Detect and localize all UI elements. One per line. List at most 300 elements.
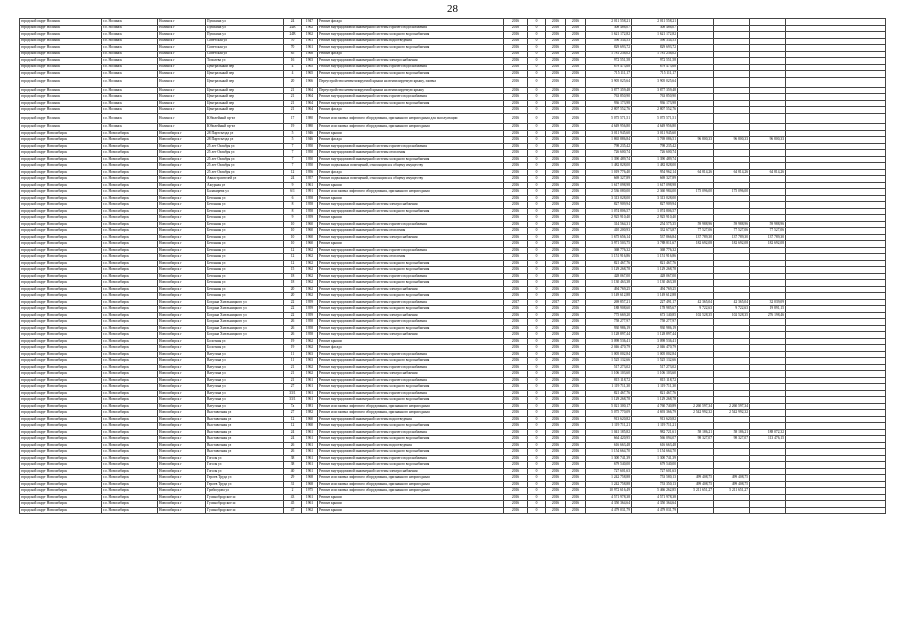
- table-cell: 2016: [504, 247, 528, 254]
- table-cell: 1946: [302, 130, 318, 137]
- table-cell: 679 540,00: [632, 462, 678, 469]
- table-cell: г.о. Новосибирск: [102, 410, 158, 417]
- table-cell: 936 173,98: [586, 100, 632, 107]
- table-cell: Новосибирск г: [158, 221, 206, 228]
- table-cell: Гоголя ул: [206, 462, 284, 469]
- table-cell: 2016: [546, 87, 566, 94]
- table-cell: 2016: [566, 195, 586, 202]
- table-cell: 428 067,00: [632, 273, 678, 280]
- table-cell: Ремонт или замена лифтового оборудования, признанного непригодным: [318, 488, 504, 495]
- table-cell: 42 365,04: [678, 299, 714, 306]
- table-cell: 308 486,07: [632, 25, 678, 32]
- table-cell: 21: [284, 107, 302, 114]
- table-cell: 3 788 811,67: [632, 241, 678, 248]
- table-cell: городской округ Новосибирск: [20, 332, 102, 339]
- table-cell: 2016: [504, 77, 528, 87]
- table-cell: Новосибирск г: [158, 260, 206, 267]
- table-cell: 2016: [546, 312, 566, 319]
- table-cell: Новосибирск г: [158, 286, 206, 293]
- table-cell: 2016: [566, 208, 586, 215]
- table-cell: городской округ Новосибирск: [20, 221, 102, 228]
- table-cell: 188 908,60: [586, 306, 632, 313]
- table-cell: Новосибирск г: [158, 345, 206, 352]
- table-cell: 3 905 025,64: [632, 77, 678, 87]
- table-cell: 1959: [302, 306, 318, 313]
- table-cell: 596 334,53: [586, 38, 632, 45]
- table-cell: 0: [528, 64, 546, 71]
- table-cell: [714, 113, 750, 123]
- table-cell: г.о. Новосибирск: [102, 143, 158, 150]
- table-cell: 9: [284, 215, 302, 222]
- table-cell: 2017: [504, 299, 528, 306]
- table-cell: городской округ Новосибирск: [20, 306, 102, 313]
- table-cell: 314 564,31: [586, 221, 632, 228]
- table-cell: 2016: [546, 94, 566, 101]
- table-cell: городской округ Новосибирск: [20, 449, 102, 456]
- table-cell: городской округ Нолинск: [20, 71, 102, 78]
- table-cell: Ремонт внутридомовой инженерной системы водоотведения: [318, 416, 504, 423]
- table-cell: 1 130 463,38: [632, 280, 678, 287]
- table-cell: Переустройство невентилируемой крыши на вентилируемую крышу: [318, 87, 504, 94]
- table-cell: 4 350 364,64: [586, 501, 632, 508]
- table-cell: 2016: [504, 202, 528, 209]
- table-cell: 1 781 236,02: [586, 51, 632, 58]
- table-cell: 4 649 956,80: [632, 124, 678, 131]
- table-cell: 0: [528, 390, 546, 397]
- table-cell: 1 781 236,02: [632, 51, 678, 58]
- table-cell: 1960: [302, 241, 318, 248]
- table-cell: 2016: [546, 351, 566, 358]
- table-cell: Ажурная ул: [206, 182, 284, 189]
- table-cell: городской округ Новосибирск: [20, 137, 102, 144]
- table-cell: 24: [284, 176, 302, 183]
- table-cell: 2016: [546, 403, 566, 410]
- table-cell: 0: [528, 345, 546, 352]
- table-cell: 2 011 558,21: [632, 19, 678, 26]
- table-cell: 2016: [546, 468, 566, 475]
- table-cell: городской округ Новосибирск: [20, 501, 102, 508]
- table-cell: 0: [528, 397, 546, 404]
- table-cell: г.о. Новосибирск: [102, 377, 158, 384]
- table-cell: Ремонт крыши: [318, 507, 504, 514]
- table-cell: 2016: [546, 273, 566, 280]
- table-cell: 10: [284, 221, 302, 228]
- table-cell: 2016: [546, 436, 566, 443]
- table-cell: г.о. Новосибирск: [102, 449, 158, 456]
- table-cell: 1 005 002,84: [586, 351, 632, 358]
- table-cell: 2016: [546, 364, 566, 371]
- table-cell: Ремонт внутридомовой инженерной системы холодного водоснабжения: [318, 280, 504, 287]
- table-cell: 2016: [546, 77, 566, 87]
- table-cell: 77 527,06: [750, 228, 786, 235]
- table-cell: 0: [528, 71, 546, 78]
- table-cell: Советская ул: [206, 45, 284, 52]
- table-cell: Ремонт внутридомовой инженерной системы электроснабжения: [318, 312, 504, 319]
- table-row: [20, 77, 886, 87]
- table-cell: 4 479 031,79: [586, 507, 632, 514]
- table-cell: 1962: [302, 286, 318, 293]
- table-cell: 827 909,94: [586, 202, 632, 209]
- table-cell: 2016: [504, 113, 528, 123]
- table-cell: Ватутина ул: [206, 397, 284, 404]
- table-cell: 11: [284, 358, 302, 365]
- table-cell: городской округ Новосибирск: [20, 429, 102, 436]
- table-cell: 25 лет Октября ул: [206, 169, 284, 176]
- table-cell: 2016: [566, 507, 586, 514]
- table-cell: 2016: [566, 501, 586, 508]
- table-cell: 2016: [566, 455, 586, 462]
- table-cell: г.о. Новосибирск: [102, 228, 158, 235]
- table-cell: 0: [528, 286, 546, 293]
- table-cell: 2016: [546, 260, 566, 267]
- table-cell: Новосибирск г: [158, 501, 206, 508]
- table-cell: Выставочная ул: [206, 410, 284, 417]
- table-cell: г.о. Новосибирск: [102, 176, 158, 183]
- table-cell: Новосибирск г: [158, 455, 206, 462]
- table-cell: Бетонная ул: [206, 241, 284, 248]
- table-cell: Центральный пер: [206, 100, 284, 107]
- table-cell: 1 865 886,84: [586, 137, 632, 144]
- table-cell: 332 673,87: [632, 228, 678, 235]
- table-cell: 26: [284, 319, 302, 326]
- table-cell: 254 575,35: [632, 221, 678, 228]
- table-cell: 1962: [302, 25, 318, 32]
- table-cell: г.о. Нолинск: [102, 51, 158, 58]
- table-cell: 1961: [302, 436, 318, 443]
- table-cell: Новосибирск г: [158, 267, 206, 274]
- table-cell: Гусинобродское ш: [206, 507, 284, 514]
- table-cell: Гусинобродское ш: [206, 494, 284, 501]
- table-cell: 1 390 489,74: [586, 156, 632, 163]
- table-cell: г.о. Новосибирск: [102, 137, 158, 144]
- table-cell: Новосибирск г: [158, 143, 206, 150]
- table-cell: 10: [284, 241, 302, 248]
- table-cell: 669 327,89: [586, 176, 632, 183]
- table-cell: Новосибирск г: [158, 481, 206, 488]
- table-cell: 70: [284, 38, 302, 45]
- table-cell: 2 542 992,32: [714, 410, 750, 417]
- table-cell: городской округ Нолинск: [20, 58, 102, 65]
- table-cell: 1962: [302, 260, 318, 267]
- table-cell: г.о. Новосибирск: [102, 345, 158, 352]
- table-cell: Пушкина ул: [206, 25, 284, 32]
- table-cell: городской округ Новосибирск: [20, 325, 102, 332]
- table-cell: г.о. Новосибирск: [102, 130, 158, 137]
- table-cell: 2016: [504, 501, 528, 508]
- table-body: [20, 19, 886, 514]
- table-cell: 2016: [546, 306, 566, 313]
- table-cell: Ремонт внутридомовой инженерной системы горячего водоснабжения: [318, 351, 504, 358]
- table-cell: 2016: [566, 384, 586, 391]
- table-cell: Ремонт внутридомовой инженерной системы холодного водоснабжения: [318, 208, 504, 215]
- table-cell: 2016: [566, 338, 586, 345]
- table-cell: 102 528,35: [678, 312, 714, 319]
- table-cell: 98 327,07: [678, 436, 714, 443]
- table-cell: 2016: [566, 130, 586, 137]
- table-row: [20, 113, 886, 123]
- table-cell: 42 365,04: [714, 299, 750, 306]
- table-cell: Нолинск г: [158, 32, 206, 39]
- table-cell: 2016: [566, 228, 586, 235]
- table-cell: 0: [528, 87, 546, 94]
- table-cell: 2016: [566, 442, 586, 449]
- table-cell: 669 327,89: [632, 176, 678, 183]
- table-cell: 715 111,17: [632, 71, 678, 78]
- table-cell: Нолинск г: [158, 113, 206, 123]
- table-cell: 2 536 080,00: [586, 189, 632, 196]
- table-cell: Ремонт внутридомовой инженерной системы горячего водоснабжения: [318, 390, 504, 397]
- table-cell: 2016: [566, 51, 586, 58]
- table-cell: 368 776,32: [632, 247, 678, 254]
- table-cell: 1 119 711,21: [632, 423, 678, 430]
- table-cell: 0: [528, 338, 546, 345]
- table-cell: 821 467,76: [632, 260, 678, 267]
- table-cell: 2016: [504, 332, 528, 339]
- table-cell: 1956: [302, 169, 318, 176]
- table-cell: 2016: [504, 442, 528, 449]
- table-cell: 6: [284, 195, 302, 202]
- table-cell: 2016: [566, 286, 586, 293]
- table-cell: г.о. Новосибирск: [102, 488, 158, 495]
- table-cell: Новосибирск г: [158, 156, 206, 163]
- table-cell: г.о. Новосибирск: [102, 481, 158, 488]
- table-cell: г.о. Новосибирск: [102, 293, 158, 300]
- table-cell: 930 986,19: [586, 325, 632, 332]
- table-cell: 1 129 268,78: [632, 267, 678, 274]
- table-cell: 679 473,68: [586, 64, 632, 71]
- table-cell: 758 277,97: [632, 319, 678, 326]
- table-cell: Ремонт крыши: [318, 215, 504, 222]
- table-cell: Советская ул: [206, 51, 284, 58]
- table-cell: 2016: [566, 358, 586, 365]
- table-cell: Центральный пер: [206, 77, 284, 87]
- table-cell: Новосибирск г: [158, 241, 206, 248]
- table-cell: 2016: [504, 397, 528, 404]
- table-cell: г.о. Нолинск: [102, 94, 158, 101]
- table-cell: г.о. Нолинск: [102, 19, 158, 26]
- table-cell: 1 149 612,88: [586, 293, 632, 300]
- table-cell: 2016: [566, 64, 586, 71]
- table-cell: 1961: [302, 429, 318, 436]
- table-cell: 0: [528, 423, 546, 430]
- table-cell: [678, 507, 714, 514]
- table-cell: 1965: [302, 71, 318, 78]
- table-cell: 2016: [546, 163, 566, 170]
- table-cell: городской округ Новосибирск: [20, 351, 102, 358]
- table-cell: Ремонт крыши: [318, 501, 504, 508]
- table-cell: Ремонт внутридомовой инженерной системы холодного водоснабжения: [318, 325, 504, 332]
- table-cell: 2016: [546, 501, 566, 508]
- table-cell: 0: [528, 234, 546, 241]
- table-cell: 2016: [504, 215, 528, 222]
- table-cell: 596 334,53: [632, 38, 678, 45]
- table-cell: 85: [284, 51, 302, 58]
- table-cell: Нолинск г: [158, 77, 206, 87]
- table-cell: 2016: [546, 64, 566, 71]
- table-cell: 2016: [566, 390, 586, 397]
- table-cell: 1960: [302, 416, 318, 423]
- table-cell: 2016: [566, 124, 586, 131]
- table-cell: 5 211 651,27: [678, 488, 714, 495]
- table-cell: 5 021 300,17: [586, 403, 632, 410]
- table-cell: городской округ Нолинск: [20, 19, 102, 26]
- table-cell: 2016: [566, 38, 586, 45]
- table-cell: Пушкина ул: [206, 32, 284, 39]
- table-cell: 4 350 364,64: [632, 501, 678, 508]
- table-cell: г.о. Нолинск: [102, 107, 158, 114]
- table-cell: г.о. Нолинск: [102, 113, 158, 123]
- table-cell: Болотная ул: [206, 345, 284, 352]
- table-cell: 0: [528, 273, 546, 280]
- table-cell: Выставочная ул: [206, 416, 284, 423]
- table-cell: 1961: [302, 182, 318, 189]
- table-cell: Ремонт внутридомовой инженерной системы отопления: [318, 150, 504, 157]
- table-cell: городской округ Новосибирск: [20, 202, 102, 209]
- table-cell: Новосибирск г: [158, 364, 206, 371]
- table-cell: 33/1: [284, 390, 302, 397]
- table-cell: г.о. Новосибирск: [102, 325, 158, 332]
- table-cell: 2016: [566, 150, 586, 157]
- table-cell: 2016: [546, 113, 566, 123]
- table-cell: 2016: [504, 45, 528, 52]
- table-cell: 821 467,76: [632, 390, 678, 397]
- table-cell: 2016: [566, 475, 586, 482]
- table-cell: 1959: [302, 312, 318, 319]
- table-cell: 0: [528, 195, 546, 202]
- table-cell: Центральный пер: [206, 94, 284, 101]
- table-cell: 33/1: [284, 397, 302, 404]
- table-cell: Нолинск г: [158, 25, 206, 32]
- table-cell: 3 877 359,48: [586, 87, 632, 94]
- table-cell: г.о. Новосибирск: [102, 507, 158, 514]
- table-cell: 2016: [504, 124, 528, 131]
- table-cell: 1962: [302, 273, 318, 280]
- table-cell: 2016: [566, 234, 586, 241]
- table-cell: 0: [528, 475, 546, 482]
- table-cell: 24: [284, 429, 302, 436]
- table-cell: 2016: [504, 25, 528, 32]
- table-cell: 3 098 536,41: [586, 338, 632, 345]
- table-cell: 0: [528, 299, 546, 306]
- table-cell: г.о. Нолинск: [102, 87, 158, 94]
- table-cell: 3 011 945,60: [632, 130, 678, 137]
- table-cell: 12: [284, 254, 302, 261]
- table-cell: [750, 77, 786, 87]
- table-cell: 1958: [302, 195, 318, 202]
- table-cell: 2016: [504, 273, 528, 280]
- table-cell: г.о. Новосибирск: [102, 267, 158, 274]
- table-cell: 1 019 776,40: [586, 169, 632, 176]
- table-cell: 673 140,85: [632, 312, 678, 319]
- table-cell: 1958: [302, 208, 318, 215]
- table-cell: 2016: [546, 338, 566, 345]
- table-cell: Новосибирск г: [158, 390, 206, 397]
- table-cell: 2016: [546, 475, 566, 482]
- table-cell: 2016: [504, 150, 528, 157]
- table-cell: 96 800,33: [714, 137, 750, 144]
- table-cell: 2016: [504, 475, 528, 482]
- table-cell: 1 482 828,00: [632, 163, 678, 170]
- table-cell: Новосибирск г: [158, 254, 206, 261]
- table-cell: 7: [284, 143, 302, 150]
- table-cell: 2016: [566, 247, 586, 254]
- table-cell: 24В: [284, 25, 302, 32]
- table-cell: 1962: [302, 280, 318, 287]
- table-cell: городской округ Новосибирск: [20, 150, 102, 157]
- table-cell: Новосибирск г: [158, 449, 206, 456]
- table-cell: городской округ Новосибирск: [20, 260, 102, 267]
- table-cell: 1 119 711,21: [586, 423, 632, 430]
- table-cell: 954 962,14: [632, 169, 678, 176]
- table-cell: 1960: [302, 423, 318, 430]
- table-cell: Балакирева ул: [206, 189, 284, 196]
- table-cell: 2016: [504, 260, 528, 267]
- table-cell: городской округ Новосибирск: [20, 143, 102, 150]
- table-cell: 936 173,98: [632, 100, 678, 107]
- table-cell: г.о. Новосибирск: [102, 247, 158, 254]
- table-cell: 12: [284, 169, 302, 176]
- table-cell: Нолинск г: [158, 100, 206, 107]
- table-cell: 2016: [504, 312, 528, 319]
- table-cell: 27: [284, 410, 302, 417]
- table-cell: Ремонт внутридомовой инженерной системы холодного водоснабжения: [318, 462, 504, 469]
- table-cell: 77 527,06: [678, 228, 714, 235]
- table-cell: 2016: [504, 32, 528, 39]
- table-cell: г.о. Новосибирск: [102, 475, 158, 482]
- table-cell: городской округ Новосибирск: [20, 488, 102, 495]
- table-cell: Новосибирск г: [158, 351, 206, 358]
- table-cell: Новосибирск г: [158, 371, 206, 378]
- table-cell: 0: [528, 163, 546, 170]
- table-cell: 4: [284, 71, 302, 78]
- table-cell: Новосибирск г: [158, 130, 206, 137]
- table-cell: 4 649 956,80: [586, 124, 632, 131]
- table-cell: 0: [528, 202, 546, 209]
- table-cell: 2016: [566, 429, 586, 436]
- table-cell: 64 814,26: [714, 169, 750, 176]
- table-cell: 2016: [566, 113, 586, 123]
- table-cell: 20: [284, 286, 302, 293]
- table-cell: 4 760 740,89: [632, 403, 678, 410]
- table-cell: 616 663,48: [632, 442, 678, 449]
- table-cell: 0: [528, 51, 546, 58]
- table-cell: 0: [528, 403, 546, 410]
- table-cell: Новосибирск г: [158, 423, 206, 430]
- table-cell: 8: [284, 208, 302, 215]
- table-cell: 1962: [302, 267, 318, 274]
- table-cell: 137 789,30: [750, 234, 786, 241]
- table-cell: Ватутина ул: [206, 384, 284, 391]
- table-cell: Нолинск г: [158, 87, 206, 94]
- table-cell: 913 620,82: [632, 416, 678, 423]
- table-cell: г.о. Новосибирск: [102, 332, 158, 339]
- table-cell: г.о. Новосибирск: [102, 163, 158, 170]
- table-cell: 1 769 086,51: [632, 137, 678, 144]
- table-cell: Ремонт внутридомовой инженерной системы холодного водоснабжения: [318, 436, 504, 443]
- table-cell: 12: [284, 423, 302, 430]
- table-cell: 726 600,74: [586, 150, 632, 157]
- table-cell: Ремонт подвальных помещений, относящихся к общему имуществу: [318, 176, 504, 183]
- table-cell: 2016: [546, 358, 566, 365]
- table-cell: 2016: [566, 410, 586, 417]
- table-cell: 2016: [504, 241, 528, 248]
- table-cell: г.о. Новосибирск: [102, 150, 158, 157]
- table-cell: 2016: [566, 58, 586, 65]
- table-cell: г.о. Нолинск: [102, 71, 158, 78]
- table-cell: 2016: [566, 371, 586, 378]
- table-cell: 2016: [566, 156, 586, 163]
- table-cell: 1975: [302, 488, 318, 495]
